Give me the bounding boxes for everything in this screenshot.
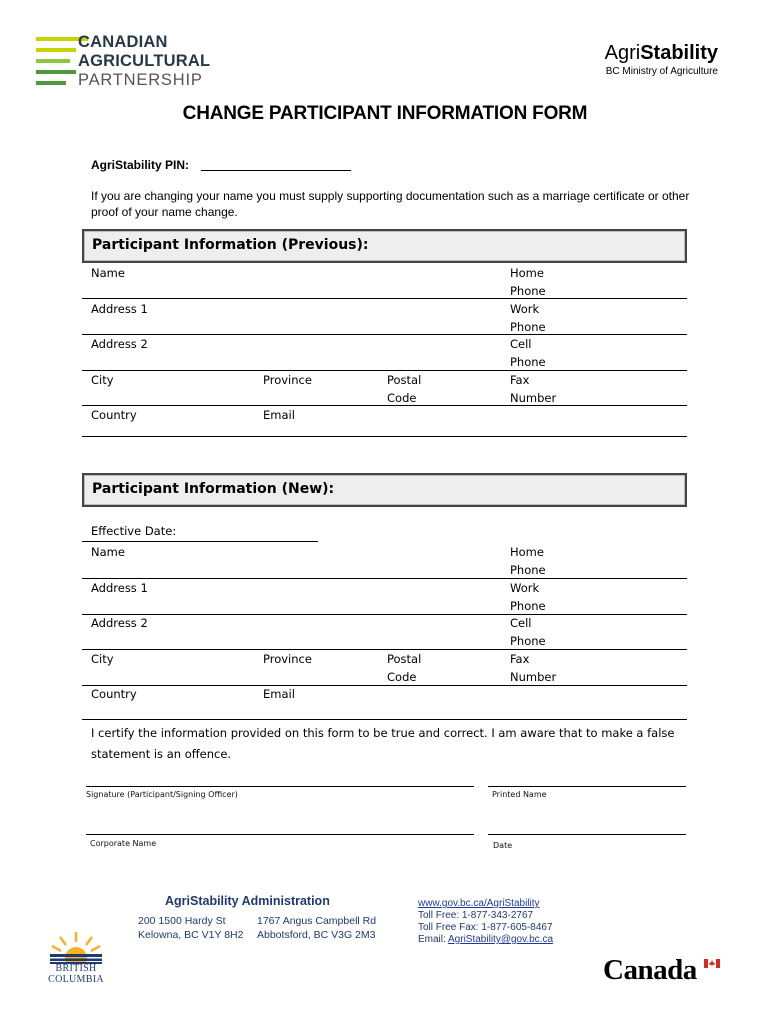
certification-text: I certify the information provided on this form to be true and correct. I am aware that to make a false statement is an offence. xyxy=(91,726,675,761)
address-line: 1767 Angus Campbell Rd xyxy=(257,915,377,927)
form-title: CHANGE PARTICIPANT INFORMATION FORM xyxy=(182,103,588,124)
corporate-name-label: Corporate Name xyxy=(90,839,157,848)
label-address-1: Address 1 xyxy=(91,581,148,595)
pin-label: AgriStability PIN: xyxy=(91,158,190,172)
address-line: Kelowna, BC V1Y 8H2 xyxy=(138,929,244,941)
label-address-2: Address 2 xyxy=(91,337,148,351)
label-postal-code: Postal Code xyxy=(387,652,422,684)
partner-logo-line1: CANADIAN xyxy=(78,33,168,51)
section-header-new xyxy=(82,473,687,507)
field-country-line[interactable] xyxy=(82,719,687,720)
label-province: Province xyxy=(263,652,312,666)
label-email: Email xyxy=(263,408,295,422)
pin-field[interactable] xyxy=(201,170,351,171)
label-country: Country xyxy=(91,408,137,422)
field-effective-date-line[interactable] xyxy=(82,541,318,542)
section-title: Participant Information (Previous): xyxy=(92,237,369,253)
logo-stripe-icon xyxy=(36,48,76,52)
label-country: Country xyxy=(91,687,137,701)
brand-suffix: Stability xyxy=(640,42,718,64)
label-fax-number: Fax Number xyxy=(510,373,557,405)
section-header-previous xyxy=(82,229,687,263)
field-address-2-line[interactable] xyxy=(82,649,687,650)
logo-stripe-icon xyxy=(36,59,70,63)
brand-prefix: Agri xyxy=(604,42,641,64)
label-home-phone: Home Phone xyxy=(510,266,546,298)
email-line xyxy=(418,934,553,946)
field-name-line[interactable] xyxy=(82,578,687,579)
label-address-2: Address 2 xyxy=(91,616,148,630)
bc-logo-text xyxy=(44,963,108,985)
email-link[interactable]: AgriStability@gov.bc.ca xyxy=(448,934,554,945)
toll-free: Toll Free: 1-877-343-2767 xyxy=(418,910,534,921)
kelowna-address xyxy=(138,914,243,942)
brand-subtitle: BC Ministry of Agriculture xyxy=(605,66,718,77)
bc-logo-line: BRITISH xyxy=(55,963,97,974)
signature-label: Signature (Participant/Signing Officer) xyxy=(86,790,238,799)
date-field[interactable] xyxy=(488,834,686,835)
partner-logo-line3: PARTNERSHIP xyxy=(78,71,203,89)
agristability-logo xyxy=(605,42,718,65)
partner-logo-line2: AGRICULTURAL xyxy=(78,52,211,70)
label-work-phone: Work Phone xyxy=(510,581,546,613)
printed-name-field[interactable] xyxy=(488,786,686,787)
section-title: Participant Information (New): xyxy=(92,481,335,497)
printed-name-label: Printed Name xyxy=(492,790,547,799)
field-address-1-line[interactable] xyxy=(82,614,687,615)
logo-stripe-icon xyxy=(36,81,66,85)
admin-title: AgriStability Administration xyxy=(165,894,330,908)
label-province: Province xyxy=(263,373,312,387)
label-effective-date: Effective Date: xyxy=(91,524,177,538)
field-city-line[interactable] xyxy=(82,685,687,686)
date-label: Date xyxy=(493,841,513,850)
bc-sun-logo-icon xyxy=(46,928,106,964)
label-work-phone: Work Phone xyxy=(510,302,546,334)
abbotsford-address xyxy=(257,914,376,942)
address-line: Abbotsford, BC V3G 2M3 xyxy=(257,929,376,941)
website-link[interactable]: www.gov.bc.ca/AgriStability xyxy=(418,898,540,909)
label-fax-number: Fax Number xyxy=(510,652,557,684)
label-cell-phone: Cell Phone xyxy=(510,337,546,369)
label-name: Name xyxy=(91,266,125,280)
label-name: Name xyxy=(91,545,125,559)
label-email: Email xyxy=(263,687,295,701)
email-prefix: Email: xyxy=(418,934,449,945)
field-address-1-line[interactable] xyxy=(82,334,687,335)
signature-field[interactable] xyxy=(86,786,474,787)
logo-stripe-icon xyxy=(36,70,76,74)
intro-text: If you are changing your name you must supply supporting documentation such as a marriage certificate or other proof of your name change. xyxy=(91,189,690,219)
label-address-1: Address 1 xyxy=(91,302,148,316)
corporate-name-field[interactable] xyxy=(86,834,474,835)
label-home-phone: Home Phone xyxy=(510,545,546,577)
canada-flag-icon xyxy=(704,959,720,968)
field-address-2-line[interactable] xyxy=(82,370,687,371)
toll-free-fax: Toll Free Fax: 1-877-605-8467 xyxy=(418,922,553,933)
canada-wordmark: Canada xyxy=(603,954,697,986)
label-city: City xyxy=(91,652,114,666)
label-postal-code: Postal Code xyxy=(387,373,422,405)
field-name-line[interactable] xyxy=(82,298,687,299)
bc-logo-line: COLUMBIA xyxy=(48,974,104,985)
label-city: City xyxy=(91,373,114,387)
contact-info xyxy=(418,898,553,946)
address-line: 200 1500 Hardy St xyxy=(138,915,226,927)
label-cell-phone: Cell Phone xyxy=(510,616,546,648)
field-city-line[interactable] xyxy=(82,405,687,406)
field-country-line[interactable] xyxy=(82,436,687,437)
